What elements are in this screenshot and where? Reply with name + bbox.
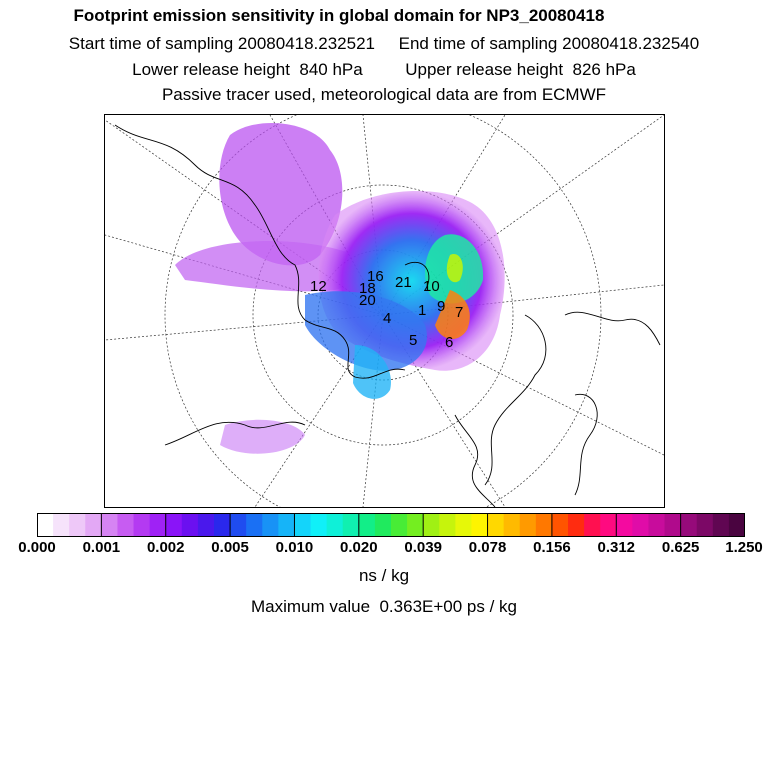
colorbar-cell: [729, 513, 745, 537]
colorbar-cell: [327, 513, 344, 537]
colorbar-cell: [359, 513, 376, 537]
traj-label-5: 5: [409, 332, 418, 349]
colorbar-cell: [311, 513, 328, 537]
colorbar-cell: [37, 513, 54, 537]
colorbar-cell: [536, 513, 553, 537]
colorbar-tick-label: 0.001: [82, 539, 121, 556]
colorbar-cell: [69, 513, 86, 537]
colorbar-cell: [439, 513, 456, 537]
map-svg: [105, 115, 664, 507]
tracer-note: Passive tracer used, meteorological data are from ECMWF: [161, 85, 607, 104]
colorbar-cell: [214, 513, 231, 537]
colorbar-cell: [117, 513, 134, 537]
colorbar-cell: [520, 513, 537, 537]
colorbar-tick-label: 0.005: [211, 539, 249, 556]
colorbar-tick-label: 0.156: [533, 539, 571, 556]
colorbar-cell: [85, 513, 102, 537]
colorbar-cell: [471, 513, 488, 537]
colorbar-cell: [230, 513, 247, 537]
colorbar-cell: [681, 513, 698, 537]
colorbar-cell: [375, 513, 392, 537]
colorbar-cell: [407, 513, 424, 537]
chart-title: Footprint emission sensitivity in global domain for NP3_20080418: [73, 6, 605, 25]
colorbar-tick-label: 0.020: [340, 539, 378, 556]
upper-release-height: Upper release height 826 hPa: [405, 60, 636, 79]
colorbar-tick-label: 0.010: [275, 539, 314, 556]
colorbar-cell: [552, 513, 569, 537]
traj-label-10: 10: [423, 278, 440, 295]
lower-release-height: Lower release height 840 hPa: [132, 60, 363, 79]
colorbar: [37, 513, 745, 537]
colorbar-cell: [632, 513, 649, 537]
colorbar-cell: [343, 513, 360, 537]
colorbar-cell: [697, 513, 714, 537]
colorbar-tick-label: 0.039: [404, 539, 442, 556]
traj-label-16: 16: [367, 268, 384, 285]
colorbar-cell: [53, 513, 70, 537]
colorbar-tick-label: 1.250: [725, 539, 763, 556]
colorbar-cell: [150, 513, 167, 537]
colorbar-cell: [166, 513, 183, 537]
colorbar-cell: [568, 513, 585, 537]
colorbar-cell: [198, 513, 215, 537]
traj-label-1: 1: [418, 302, 427, 319]
colorbar-tick-label: 0.002: [146, 539, 185, 556]
colorbar-cell: [648, 513, 665, 537]
colorbar-cell: [101, 513, 118, 537]
traj-label-9: 9: [437, 298, 446, 315]
colorbar-tick-label: 0.078: [468, 539, 507, 556]
colorbar-cell: [504, 513, 521, 537]
traj-label-18: 18: [359, 280, 376, 297]
maximum-value: Maximum value 0.363E+00 ps / kg: [251, 597, 517, 616]
release-heights: [0, 60, 768, 80]
start-time: Start time of sampling 20080418.232521: [68, 34, 376, 53]
colorbar-cell: [600, 513, 617, 537]
colorbar-cell: [246, 513, 263, 537]
colorbar-units: ns / kg: [358, 566, 410, 585]
footprint-field: [175, 123, 505, 454]
colorbar-cell: [182, 513, 199, 537]
colorbar-tick-label: 0.625: [661, 539, 700, 556]
traj-label-7: 7: [455, 304, 464, 321]
traj-label-21: 21: [395, 274, 412, 291]
footprint-map: [104, 114, 665, 508]
colorbar-cell: [262, 513, 279, 537]
traj-label-12: 12: [310, 278, 327, 295]
colorbar-cell: [665, 513, 682, 537]
colorbar-cells: [37, 513, 745, 537]
colorbar-cell: [294, 513, 311, 537]
colorbar-cell: [713, 513, 730, 537]
colorbar-cell: [616, 513, 633, 537]
colorbar-cell: [488, 513, 505, 537]
colorbar-cell: [584, 513, 601, 537]
colorbar-tick-label: 0.000: [18, 539, 56, 556]
sampling-times: [0, 34, 768, 54]
traj-label-4: 4: [383, 310, 392, 327]
colorbar-tick-label: 0.312: [597, 539, 636, 556]
traj-label-6: 6: [445, 334, 454, 351]
colorbar-cell: [134, 513, 151, 537]
colorbar-cell: [455, 513, 472, 537]
colorbar-cell: [391, 513, 408, 537]
colorbar-cell: [278, 513, 295, 537]
colorbar-cell: [423, 513, 440, 537]
end-time: End time of sampling 20080418.232540: [398, 34, 700, 53]
traj-label-20: 20: [359, 292, 376, 309]
